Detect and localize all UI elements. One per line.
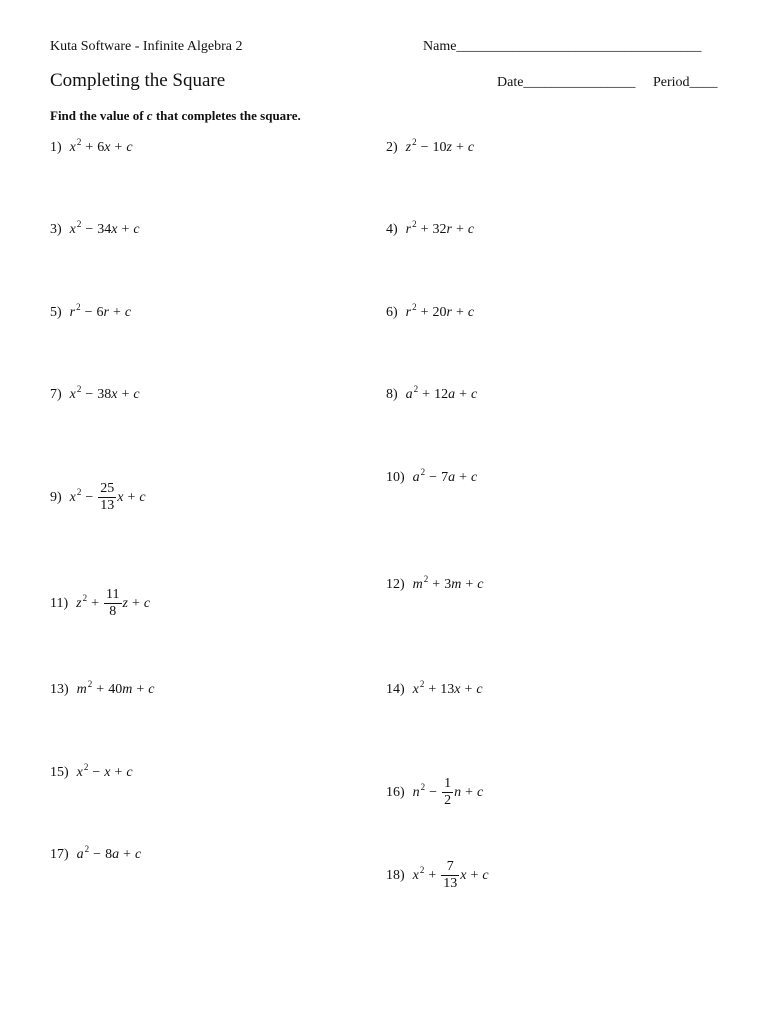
- constant-c: c: [476, 784, 484, 800]
- variable: m: [412, 577, 423, 592]
- operator: −: [429, 784, 438, 800]
- problem-expression: [69, 137, 133, 156]
- problem-expression: [76, 844, 142, 863]
- operator: +: [112, 305, 121, 320]
- problem-expression: [412, 467, 478, 486]
- operator: +: [121, 387, 130, 402]
- variable: x: [412, 682, 419, 697]
- operator: +: [131, 595, 140, 611]
- exponent: 2: [76, 486, 82, 497]
- constant-c: c: [143, 595, 151, 611]
- variable: r: [69, 305, 76, 320]
- variable: a: [112, 847, 120, 862]
- operator: +: [432, 577, 441, 592]
- variable: z: [405, 140, 412, 155]
- problem-expression: [412, 679, 483, 698]
- problem-15: [50, 762, 133, 781]
- operator: +: [114, 140, 123, 155]
- coefficient: 6: [96, 305, 104, 320]
- problem-expression: [69, 384, 140, 403]
- problem-13: [50, 679, 155, 698]
- operator: −: [84, 305, 93, 320]
- variable: a: [448, 387, 456, 402]
- operator: +: [121, 222, 130, 237]
- fraction-numerator: 1: [444, 776, 452, 791]
- fraction: [98, 481, 116, 514]
- problem-10: [386, 467, 478, 486]
- problem-number: 16): [386, 784, 405, 800]
- variable: x: [76, 765, 83, 780]
- problem-expression: [412, 574, 484, 593]
- operator: +: [459, 470, 467, 485]
- exponent: 2: [76, 302, 81, 312]
- variable: z: [76, 595, 82, 611]
- problem-number: 18): [386, 867, 405, 883]
- problem-7: [50, 384, 140, 403]
- variable: x: [454, 682, 461, 697]
- exponent: 2: [83, 762, 89, 772]
- coefficient: 8: [105, 847, 113, 862]
- operator: −: [92, 765, 101, 780]
- constant-c: c: [126, 140, 133, 155]
- page-title: Completing the Square: [50, 70, 226, 91]
- fraction-numerator: 7: [446, 859, 454, 874]
- instructions-after: that completes the square.: [152, 108, 301, 123]
- constant-c: c: [134, 847, 142, 862]
- fraction-numerator: 11: [106, 587, 120, 602]
- variable: m: [76, 682, 87, 697]
- constant-c: c: [467, 140, 475, 155]
- problem-number: 13): [50, 682, 69, 697]
- problem-12: [386, 574, 484, 593]
- coefficient: 38: [97, 387, 112, 402]
- problem-expression: [76, 762, 133, 781]
- exponent: 2: [82, 592, 88, 603]
- exponent: 2: [412, 137, 417, 147]
- fraction: [442, 776, 453, 809]
- problem-3: [50, 219, 140, 238]
- problem-number: 4): [386, 222, 398, 237]
- exponent: 2: [87, 679, 93, 689]
- exponent: 2: [423, 574, 429, 584]
- variable: x: [111, 387, 118, 402]
- operator: +: [420, 222, 429, 237]
- period-field[interactable]: Period____: [653, 75, 718, 90]
- exponent: 2: [76, 137, 82, 147]
- variable: x: [460, 867, 467, 883]
- operator: +: [114, 765, 123, 780]
- operator: +: [422, 387, 431, 402]
- variable: x: [69, 387, 76, 402]
- problem-number: 5): [50, 305, 62, 320]
- problem-number: 17): [50, 847, 69, 862]
- variable: x: [69, 489, 76, 505]
- operator: +: [470, 867, 479, 883]
- problem-17: [50, 844, 142, 863]
- problem-11: [50, 587, 150, 620]
- operator: −: [85, 222, 94, 237]
- exponent: 2: [419, 679, 425, 689]
- problem-expression: [69, 302, 132, 321]
- operator: +: [428, 867, 437, 883]
- variable: r: [446, 222, 452, 237]
- constant-c: c: [124, 305, 132, 320]
- fraction-denominator: 13: [443, 876, 458, 891]
- problem-16: [386, 776, 483, 809]
- problem-expression: [405, 219, 475, 238]
- operator: +: [459, 387, 467, 402]
- variable: x: [69, 140, 76, 155]
- fraction: [441, 859, 459, 892]
- variable: a: [405, 387, 413, 402]
- problem-2: [386, 137, 475, 156]
- fraction-numerator: 25: [100, 481, 115, 496]
- problem-number: 12): [386, 577, 405, 592]
- exponent: 2: [413, 384, 419, 394]
- operator: +: [96, 682, 105, 697]
- variable: n: [454, 784, 462, 800]
- problem-expression: [76, 587, 150, 620]
- constant-c: c: [148, 682, 155, 697]
- constant-c: c: [470, 387, 478, 402]
- variable: x: [412, 867, 419, 883]
- variable: z: [446, 140, 452, 155]
- operator: +: [465, 784, 473, 800]
- fraction-denominator: 2: [444, 793, 452, 808]
- coefficient: 12: [434, 387, 449, 402]
- problem-number: 14): [386, 682, 405, 697]
- problem-number: 9): [50, 489, 62, 505]
- variable: a: [76, 847, 84, 862]
- constant-c: c: [126, 765, 133, 780]
- coefficient: 40: [108, 682, 123, 697]
- operator: −: [420, 140, 429, 155]
- instructions: [50, 108, 301, 124]
- operator: +: [465, 577, 474, 592]
- operator: +: [127, 489, 136, 505]
- variable: m: [122, 682, 133, 697]
- variable: x: [104, 140, 111, 155]
- fraction-denominator: 8: [109, 604, 117, 619]
- problem-number: 6): [386, 305, 398, 320]
- coefficient: 7: [441, 470, 449, 485]
- problem-number: 10): [386, 470, 405, 485]
- exponent: 2: [84, 844, 90, 854]
- problem-4: [386, 219, 475, 238]
- problem-number: 15): [50, 765, 69, 780]
- operator: +: [464, 682, 473, 697]
- exponent: 2: [76, 219, 82, 229]
- coefficient: 13: [440, 682, 455, 697]
- problem-number: 3): [50, 222, 62, 237]
- problem-number: 11): [50, 595, 69, 611]
- exponent: 2: [419, 864, 425, 875]
- problem-expression: [405, 137, 475, 156]
- operator: −: [85, 387, 94, 402]
- operator: +: [85, 140, 94, 155]
- constant-c: c: [482, 867, 489, 883]
- coefficient: 20: [432, 305, 447, 320]
- operator: −: [429, 470, 438, 485]
- problem-expression: [405, 302, 475, 321]
- coefficient: 3: [444, 577, 452, 592]
- operator: +: [420, 305, 429, 320]
- constant-c: c: [139, 489, 146, 505]
- variable: m: [451, 577, 462, 592]
- instructions-var: c: [146, 108, 153, 123]
- problem-expression: [413, 859, 489, 892]
- constant-c: c: [476, 682, 483, 697]
- coefficient: 10: [432, 140, 447, 155]
- problem-expression: [76, 679, 155, 698]
- problem-14: [386, 679, 483, 698]
- problem-number: 1): [50, 140, 62, 155]
- operator: +: [136, 682, 145, 697]
- problem-8: [386, 384, 478, 403]
- variable: r: [405, 222, 412, 237]
- publisher-label: Kuta Software - Infinite Algebra 2: [50, 39, 243, 54]
- coefficient: 34: [97, 222, 112, 237]
- constant-c: c: [467, 222, 475, 237]
- constant-c: c: [467, 305, 475, 320]
- coefficient: 6: [97, 140, 105, 155]
- constant-c: c: [133, 387, 140, 402]
- problem-number: 2): [386, 140, 398, 155]
- constant-c: c: [470, 470, 478, 485]
- variable: r: [446, 305, 452, 320]
- operator: +: [123, 847, 131, 862]
- problem-expression: [70, 481, 146, 514]
- fraction-denominator: 13: [100, 498, 115, 513]
- exponent: 2: [76, 384, 82, 394]
- problem-number: 7): [50, 387, 62, 402]
- operator: +: [428, 682, 437, 697]
- problem-5: [50, 302, 132, 321]
- operator: +: [91, 595, 100, 611]
- problem-expression: [69, 219, 140, 238]
- instructions-before: Find the value of: [50, 108, 147, 123]
- variable: x: [69, 222, 76, 237]
- constant-c: c: [477, 577, 484, 592]
- variable: r: [405, 305, 412, 320]
- problem-1: [50, 137, 133, 156]
- fraction: [104, 587, 121, 620]
- exponent: 2: [412, 302, 417, 312]
- operator: +: [455, 305, 464, 320]
- problem-9: [50, 481, 146, 514]
- problem-expression: [405, 384, 478, 403]
- operator: −: [93, 847, 102, 862]
- variable: x: [104, 765, 111, 780]
- operator: +: [455, 222, 464, 237]
- variable: a: [448, 470, 456, 485]
- variable: x: [117, 489, 124, 505]
- problem-number: 8): [386, 387, 398, 402]
- coefficient: 32: [432, 222, 447, 237]
- name-field[interactable]: Name___________________________________: [423, 39, 702, 54]
- variable: x: [111, 222, 118, 237]
- variable: a: [412, 470, 420, 485]
- variable: z: [122, 595, 128, 611]
- variable: r: [103, 305, 109, 320]
- problem-6: [386, 302, 475, 321]
- operator: −: [85, 489, 94, 505]
- exponent: 2: [412, 219, 417, 229]
- date-field[interactable]: Date________________: [497, 75, 636, 90]
- problem-18: [386, 859, 489, 892]
- exponent: 2: [420, 781, 426, 792]
- exponent: 2: [420, 467, 426, 477]
- operator: +: [455, 140, 464, 155]
- variable: n: [412, 784, 420, 800]
- problem-expression: [413, 776, 484, 809]
- constant-c: c: [133, 222, 140, 237]
